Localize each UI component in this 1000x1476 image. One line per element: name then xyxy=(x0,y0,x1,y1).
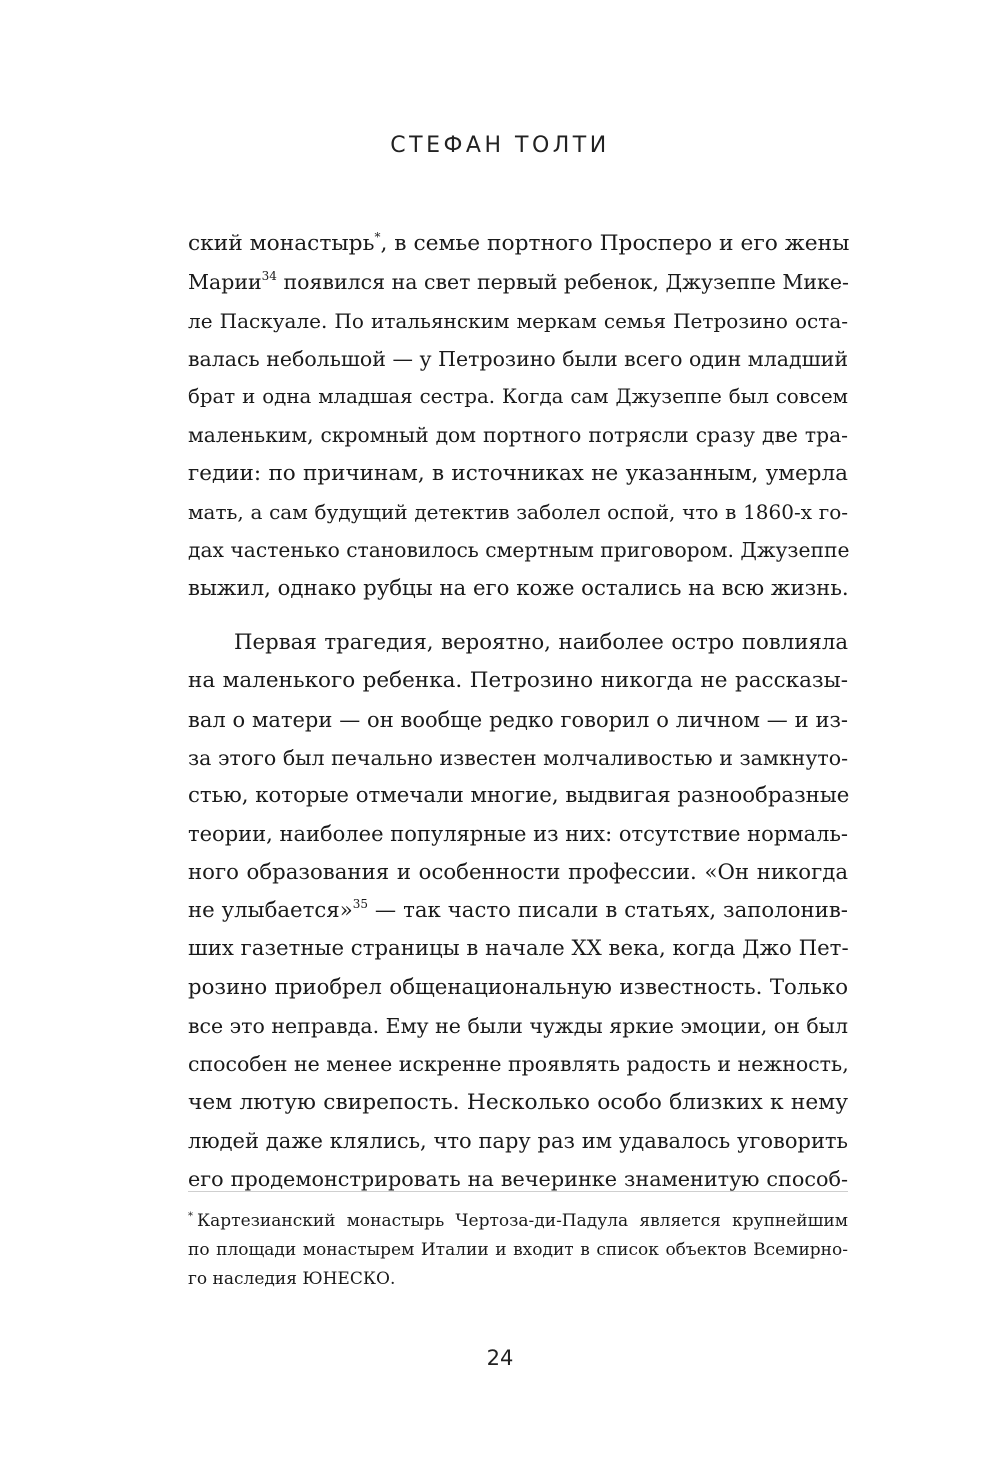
text-line: Первая трагедия, вероятно, наиболее остро повлияла xyxy=(234,629,848,655)
endnote-reference[interactable]: 34 xyxy=(261,269,277,284)
text-line: ного образования и особенности профессии. «Он никогда xyxy=(188,859,848,885)
text-line: розино приобрел общенациональную известность. Только xyxy=(188,974,848,1000)
running-head: СТЕФАН ТОЛТИ xyxy=(390,133,610,158)
endnote-reference[interactable]: 35 xyxy=(352,897,368,912)
text-line: ский монастырь*, в семье портного Просперо и его жены xyxy=(188,230,850,256)
footnote-divider xyxy=(188,1191,848,1192)
text-line: брат и одна младшая сестра. Когда сам Джузеппе был совсем xyxy=(188,385,848,409)
text-line: на маленького ребенка. Петрозино никогда не рассказы- xyxy=(188,668,848,694)
text-line: стью, которые отмечали многие, выдвигая разнообразные xyxy=(188,783,850,809)
footnote-line: по площади монастырем Италии и входит в список объектов Всемирно- xyxy=(188,1240,848,1260)
text-line: чем лютую свирепость. Несколько особо близких к нему xyxy=(188,1089,848,1115)
text-line: вал о матери — он вообще редко говорил о личном — и из- xyxy=(188,707,848,732)
text-line: Марии$^{34}$ появился на свет первый ребенок, Джузеппе Мике- xyxy=(188,269,849,295)
text-line: все это неправда. Ему не были чужды яркие эмоции, он был xyxy=(188,1013,848,1038)
text-line: мать, а сам будущий детектив заболел оспой, что в 1860-х го- xyxy=(188,500,848,525)
text-line: дах частенько становилось смертным приговором. Джузеппе xyxy=(188,538,850,563)
footnote-marker[interactable]: * xyxy=(374,230,381,244)
text-line: ле Паскуале. По итальянским меркам семья Петрозино оста- xyxy=(188,308,848,333)
text-line: гедии: по причинам, в источниках не указанным, умерла xyxy=(188,460,848,486)
footnote-line: * Картезианский монастырь Чертоза-ди-Падула является крупнейшим xyxy=(188,1211,848,1231)
text-line: не улыбается»$^{35}$ — так часто писали в статьях, заполонив- xyxy=(188,897,848,924)
text-line: способен не менее искренне проявлять радость и нежность, xyxy=(188,1052,849,1077)
paragraph-gap xyxy=(188,608,848,624)
text-line: людей даже клялись, что пару раз им удавалось уговорить xyxy=(188,1128,848,1153)
text-line: ших газетные страницы в начале XX века, когда Джо Пет- xyxy=(188,936,849,962)
text-line: его продемонстрировать на вечеринке знаменитую способ- xyxy=(188,1167,848,1192)
page-number: 24 xyxy=(486,1346,514,1370)
text-line: за этого был печально известен молчаливостью и замкнуто- xyxy=(188,745,848,770)
text-line: валась небольшой — у Петрозино были всего один младший xyxy=(188,346,848,371)
body-text xyxy=(188,225,848,1198)
text-line: выжил, однако рубцы на его коже остались на всю жизнь. xyxy=(188,575,849,601)
footnote-mark: * xyxy=(188,1211,193,1222)
footnote xyxy=(188,1207,848,1294)
text-line: маленьким, скромный дом портного потрясли сразу две тра- xyxy=(188,423,848,448)
text-line: теории, наиболее популярные из них: отсутствие нормаль- xyxy=(188,822,848,847)
footnote-line: го наследия ЮНЕСКО. xyxy=(188,1269,396,1289)
